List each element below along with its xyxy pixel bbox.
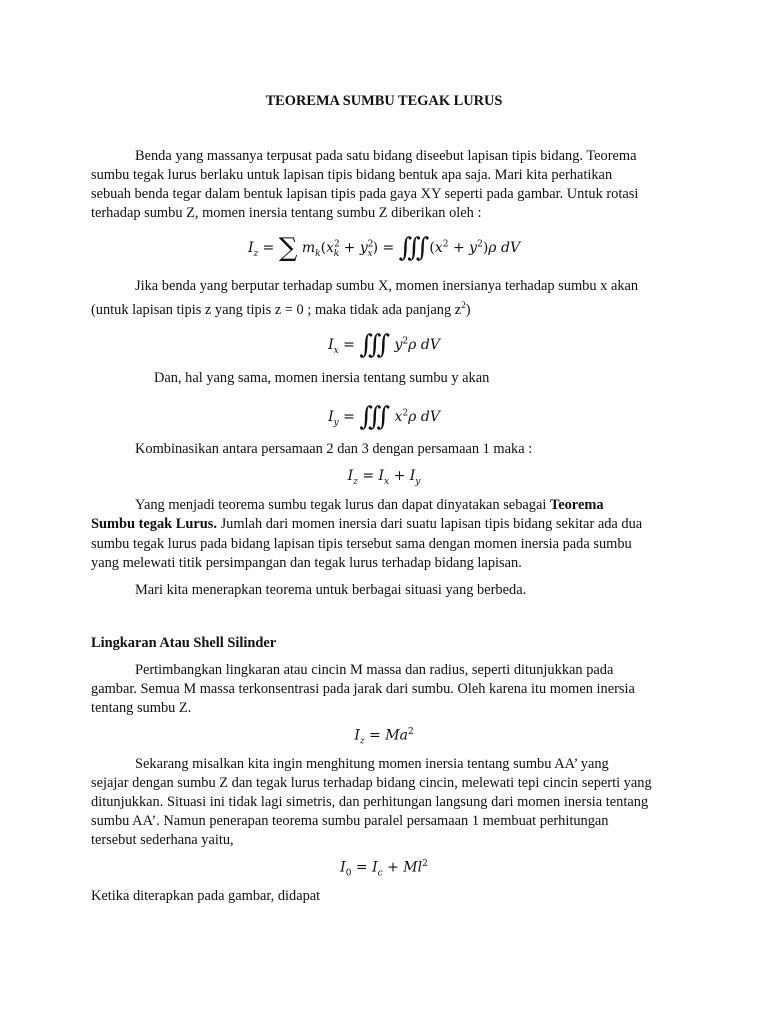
paragraph-5-text: Yang menjadi teorema sumbu tegak lurus dan dapat dinyatakan sebagai [135,497,550,513]
paragraph-2-text: (untuk lapisan tipis z yang tipis z = 0 ; maka tidak ada panjang z [91,301,462,318]
paragraph-8-line-1: Sekarang misalkan kita ingin menghitung momen inersia tentang sumbu AA’ yang [135,756,609,772]
paragraph-5-text-cont: Jumlah dari momen inersia dari suatu lapisan tipis bidang sekitar ada dua [216,516,643,532]
equation-6: $I_0 = I_c + Ml^2$ [340,859,428,879]
paragraph-2-line-2 [91,296,470,320]
paragraph-1-line-1: Benda yang massanya terpusat pada satu bidang diseebut lapisan tipis bidang. Teorema [135,148,637,164]
paragraph-5-line-3: sumbu tegak lurus pada bidang lapisan tipis tersebut sama dengan momen inersia pada sumbu [91,536,632,552]
page-title: TEOREMA SUMBU TEGAK LURUS [265,93,503,109]
paragraph-6: Mari kita menerapkan teorema untuk berbagai situasi yang berbeda. [135,582,527,598]
paragraph-1-line-3: sebuah benda tegar dalam bentuk lapisan tipis pada gaya XY seperti pada gambar. Untuk rotasi [91,186,639,202]
paragraph-5-line-4: yang melewati titik persimpangan dan tegak lurus terhadap bidang lapisan. [91,555,522,571]
superscript-2: 2 [461,300,466,310]
paragraph-5-line-2 [91,515,642,534]
paragraph-7-line-3: tentang sumbu Z. [91,700,192,716]
paragraph-3: Dan, hal yang sama, momen inersia tentang sumbu y akan [154,370,490,386]
theorem-name-bold: Teorema [549,497,604,513]
paragraph-9: Ketika diterapkan pada gambar, didapat [91,888,321,904]
paragraph-8-line-4: sumbu AA’. Namun penerapan teorema sumbu paralel persamaan 1 membuat perhitungan [91,813,609,829]
paragraph-7-line-2: gambar. Semua M massa terkonsentrasi pada jarak dari sumbu. Oleh karena itu momen inersia [91,681,635,697]
paragraph-4: Kombinasikan antara persamaan 2 dan 3 dengan persamaan 1 maka : [135,441,533,457]
equation-3: $I_y$ = ∭ $x^2\rho$ dV [328,402,440,432]
closing-paren: ) [465,301,471,318]
paragraph-1-line-2: sumbu tegak lurus berlaku untuk lapisan tipis bidang bentuk apa saja. Mari kita perhatikan [91,167,613,183]
equation-2: $I_x$ = ∭ $y^2\rho$ dV [328,330,440,360]
paragraph-8-line-2: sejajar dengan sumbu Z dan tegak lurus terhadap bidang cincin, melewati tepi cincin seperti yang [91,775,652,791]
section-heading: Lingkaran Atau Shell Silinder [91,635,277,651]
equation-1: $I_z$ = ∑ $m_k(x^2_k + y^2_x)$ = $∭(x^2 + y^2)\rho$ dV [247,233,521,263]
paragraph-8-line-5: tersebut sederhana yaitu, [91,832,234,848]
paragraph-7-line-1: Pertimbangkan lingkaran atau cincin M massa dan radius, seperti ditunjukkan pada [135,662,614,678]
theorem-name-bold-cont: Sumbu tegak Lurus. [91,516,217,532]
paragraph-5-line-1 [135,496,604,515]
equation-4: $I_z = I_x + I_y$ [347,468,421,487]
paragraph-8-line-3: ditunjukkan. Situasi ini tidak lagi simetris, dan perhitungan langsung dari momen inersia tentang [91,794,649,810]
equation-5: $I_z = Ma^2$ [354,727,414,747]
paragraph-1-line-4: terhadap sumbu Z, momen inersia tentang sumbu Z diberikan oleh : [91,205,482,221]
paragraph-2-line-1: Jika benda yang berputar terhadap sumbu X, momen inersianya terhadap sumbu x akan [135,278,639,294]
